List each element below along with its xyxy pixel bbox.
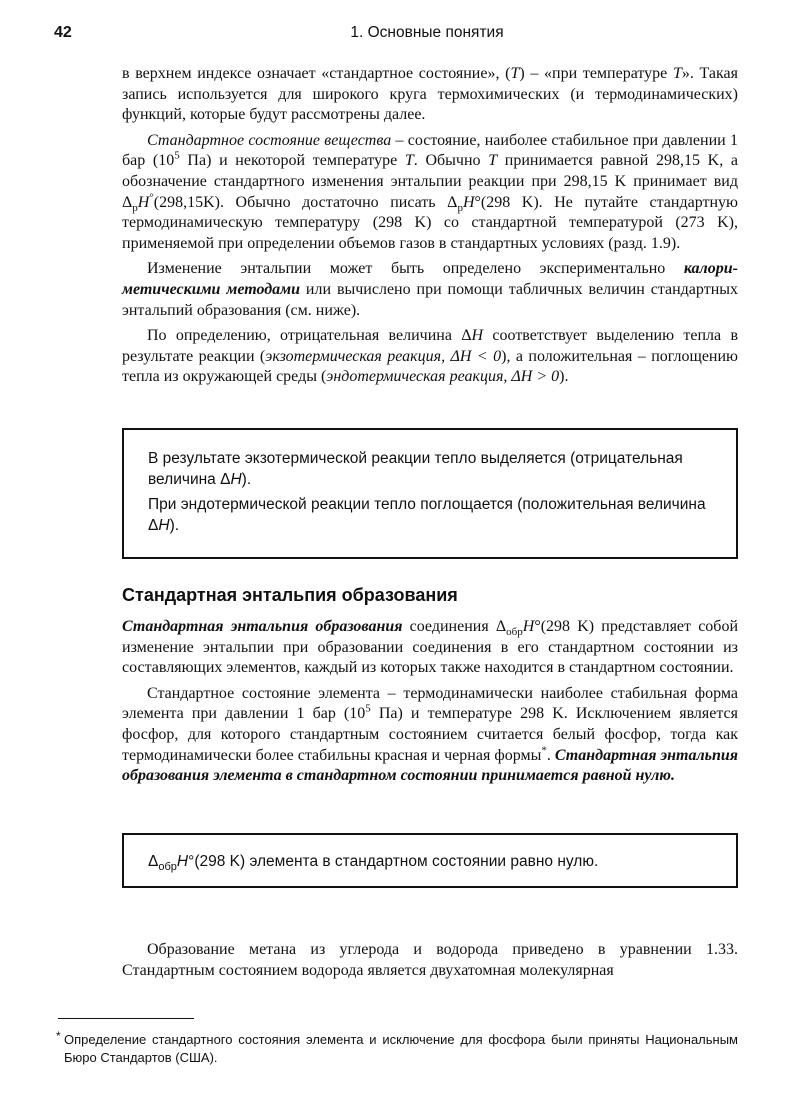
box-text: В результате экзотермической реакции тепло выделяется (отрицательная величина Δ: [148, 450, 683, 488]
paragraph-text: (298 K). Не путайте стандартную термодинамическую температуру (298 K) со стандартной температурой (273 K), применяемой при определении объемов газов в стандартных условиях (разд. 1.9).: [122, 193, 738, 252]
box-text: При эндотермической реакции тепло поглощается (положительная величина Δ: [148, 496, 706, 534]
paragraph-text: Изменение энтальпии может быть определено экспериментально: [147, 260, 684, 278]
paragraph-text: соответствует выделению тепла в результате реакции (: [122, 327, 738, 365]
intro-text: в верхнем индексе означает «стандартное состояние», (: [122, 65, 511, 82]
methane-paragraph: Образование метана из углерода и водорода приведено в уравнении 1.33. Стандартным состоянием водорода является двухатомная молекулярная: [122, 941, 738, 979]
box-line-endothermic: [148, 494, 712, 536]
paragraph-text: соединения Δ: [402, 618, 507, 635]
paragraph-text: (298,15K). Обычно достаточно писать Δ: [153, 193, 458, 211]
summary-box-exo-endo: [122, 428, 738, 559]
footnote-reference[interactable]: *: [541, 744, 547, 757]
paragraph-text: Па) и некоторой температуре: [179, 152, 405, 170]
formation-block: [122, 617, 738, 787]
formation-paragraph: [122, 617, 738, 679]
temperature-symbol: T: [510, 65, 520, 82]
footnote: [56, 1029, 738, 1066]
box-text: ).: [241, 471, 252, 488]
intro-text: ». Такая запись используется для широкого круга термохимических (и термодинамических) функций, которые будут рассмотрены далее.: [122, 65, 738, 124]
enthalpy-symbol: H: [176, 853, 189, 870]
enthalpy-symbol: H: [137, 193, 150, 211]
paragraph-text: .: [546, 746, 555, 764]
paragraph-text: . Обычно: [413, 152, 489, 170]
temperature-symbol: T: [672, 65, 682, 82]
element-state-paragraph: [122, 684, 738, 787]
running-header: 1. Основные понятия: [350, 24, 504, 41]
section-heading: Стандартная энтальпия образования: [122, 585, 458, 605]
term-formation-enthalpy: Стандартная энтальпия образования: [122, 618, 403, 635]
box-line-zero: [148, 851, 712, 872]
enthalpy-change-paragraph: [122, 259, 738, 321]
footnote-mark: *: [56, 1029, 61, 1043]
paragraph-text: Стандартное состояние элемента – термодинамически наиболее стабильная форма элемента при давлении 1 бар (10: [122, 684, 738, 723]
degree-mark: °: [474, 193, 481, 211]
paragraph-text: ), а положительная – поглощению тепла из окружающей среды (: [122, 347, 738, 386]
paragraph-text: (298 K) представляет собой изменение энтальпии при образовании соединения в его стандартном состоянии из составляющих элементов, каждый из которых также находится в стандартном состоянии.: [122, 618, 739, 677]
subscript: р: [457, 201, 463, 214]
enthalpy-symbol: H: [462, 193, 475, 211]
subscript: обр: [506, 626, 523, 639]
footnote-rule: [58, 1018, 194, 1019]
footnote-text: Определение стандартного состояния элемента и исключение для фосфора были приняты Национальным Бюро Стандартов (США).: [64, 1032, 738, 1065]
emphasis-zero-enthalpy: Стандартная энтальпия образования элемента в стандартном состоянии принимается равной нулю.: [122, 746, 739, 785]
temperature-symbol: T: [404, 152, 414, 170]
term-endothermic: эндотермическая реакция, ΔH > 0: [326, 368, 560, 386]
term-calorimetric: калориметическими методами: [122, 260, 738, 298]
paragraph-text: или вычислено при помощи табличных величин стандартных энтальпий образования (см. ниже).: [122, 280, 739, 319]
delta-symbol: Δ: [148, 853, 159, 870]
methane-block: [122, 940, 738, 981]
page-number: 42: [54, 24, 72, 41]
box-text: (298 K) элемента в стандартном состоянии равно нулю.: [194, 853, 599, 870]
paragraph-text: По определению, отрицательная величина Δ: [147, 327, 472, 345]
temperature-symbol: T: [488, 152, 498, 170]
degree-mark: °: [149, 191, 154, 204]
intro-text: ) – «при температуре: [519, 65, 673, 82]
paragraph-text: ).: [559, 368, 569, 386]
box-text: ).: [169, 517, 180, 534]
paragraph-text: – состояние, наиболее стабильное при давлении 1 бар (10: [122, 131, 738, 170]
paragraph-text: Па) и температуре 298 K. Исключением является фосфор, для которого стандартным состоянием считается белый фосфор, тогда как термодинамически более стабильны красная и черная формы: [122, 705, 739, 764]
term-standard-state: Стандартное состояние вещества: [147, 131, 392, 149]
enthalpy-symbol: H: [522, 618, 535, 635]
subscript: обр: [158, 861, 177, 874]
enthalpy-symbol: H: [158, 517, 170, 534]
enthalpy-symbol: H: [471, 327, 484, 345]
degree-mark: °: [188, 853, 195, 870]
intro-paragraph: [122, 64, 738, 126]
intro-block: [122, 64, 738, 388]
box-line-exothermic: [148, 448, 712, 490]
term-exothermic: экзотермическая реакция, ΔH < 0: [265, 347, 502, 365]
superscript: 5: [174, 150, 180, 163]
subscript: р: [132, 201, 138, 214]
enthalpy-symbol: H: [230, 471, 242, 488]
definition-paragraph: [122, 326, 738, 388]
paragraph-text: принимается равной 298,15 K, а обозначение стандартного изменения энтальпии реакции при 298,15 K принимает вид Δ: [122, 152, 739, 211]
superscript: 5: [365, 703, 371, 716]
standard-state-paragraph: [122, 131, 738, 255]
summary-box-zero-enthalpy: [122, 833, 738, 888]
degree-mark: °: [534, 618, 541, 635]
